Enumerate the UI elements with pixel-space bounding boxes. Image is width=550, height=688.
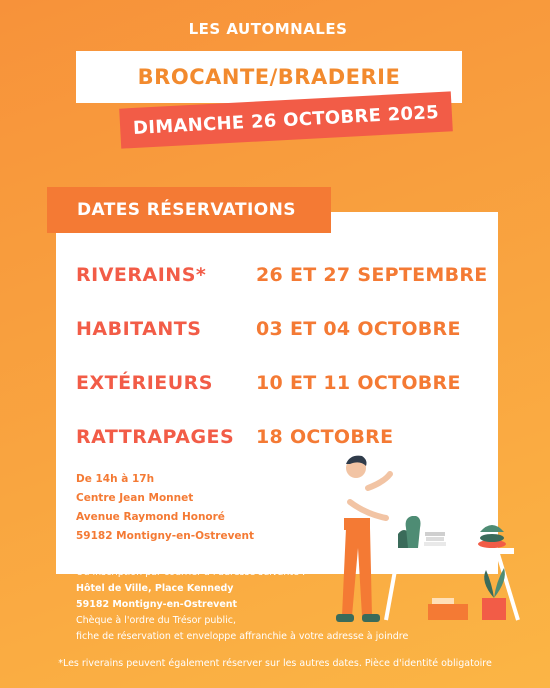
- mail-address-line1: Hôtel de Ville, Place Kennedy: [76, 583, 234, 594]
- plant-pot: [482, 598, 506, 620]
- mail-form-note: fiche de réservation et enveloppe affranchie à votre adresse à joindre: [76, 631, 409, 642]
- person-shoe-left: [336, 614, 354, 622]
- reservations-tab: [47, 187, 331, 233]
- mail-intro: Ou inscription par courrier à l'adresse suivante :: [76, 567, 306, 578]
- reservations-heading: DATES RÉSERVATIONS: [77, 200, 296, 220]
- event-date: DIMANCHE 26 OCTOBRE 2025: [132, 101, 440, 139]
- row-label-habitants: HABITANTS: [76, 318, 202, 340]
- plant-leaves: [484, 570, 494, 598]
- person-trousers: [342, 528, 372, 616]
- row-label-exterieurs: EXTÉRIEURS: [76, 372, 213, 394]
- row-dates-riverains: 26 ET 27 SEPTEMBRE: [256, 264, 488, 286]
- row-dates-habitants: 03 ET 04 OCTOBRE: [256, 318, 461, 340]
- crate: [428, 604, 468, 620]
- row-label-riverains: RIVERAINS*: [76, 264, 207, 286]
- event-series-label: LES AUTOMNALES: [188, 20, 348, 38]
- mail-address-line2: 59182 Montigny-en-Ostrevent: [76, 599, 238, 610]
- mail-cheque-note: Chèque à l'ordre du Trésor public,: [76, 615, 236, 626]
- venue-hours: De 14h à 17h: [76, 473, 155, 485]
- table-leg-left: [386, 554, 398, 620]
- plates-stack: [424, 542, 446, 546]
- row-dates-exterieurs: 10 ET 11 OCTOBRE: [256, 372, 461, 394]
- table-top: [382, 548, 514, 554]
- vendor-illustration: [320, 452, 535, 632]
- venue-info: [76, 470, 254, 546]
- vase-tall: [406, 516, 421, 548]
- person-arm-raised: [368, 474, 390, 488]
- footnote: *Les riverains peuvent également réserver sur les autres dates. Pièce d'identité obligatoire: [58, 658, 492, 669]
- row-dates-rattrapages: 18 OCTOBRE: [256, 426, 394, 448]
- venue-city: 59182 Montigny-en-Ostrevent: [76, 530, 255, 542]
- venue-street: Avenue Raymond Honoré: [76, 511, 225, 523]
- row-label-rattrapages: RATTRAPAGES: [76, 426, 235, 448]
- event-title: BROCANTE/BRADERIE: [137, 65, 401, 89]
- venue-place: Centre Jean Monnet: [76, 492, 194, 504]
- person-shoe-right: [362, 614, 380, 622]
